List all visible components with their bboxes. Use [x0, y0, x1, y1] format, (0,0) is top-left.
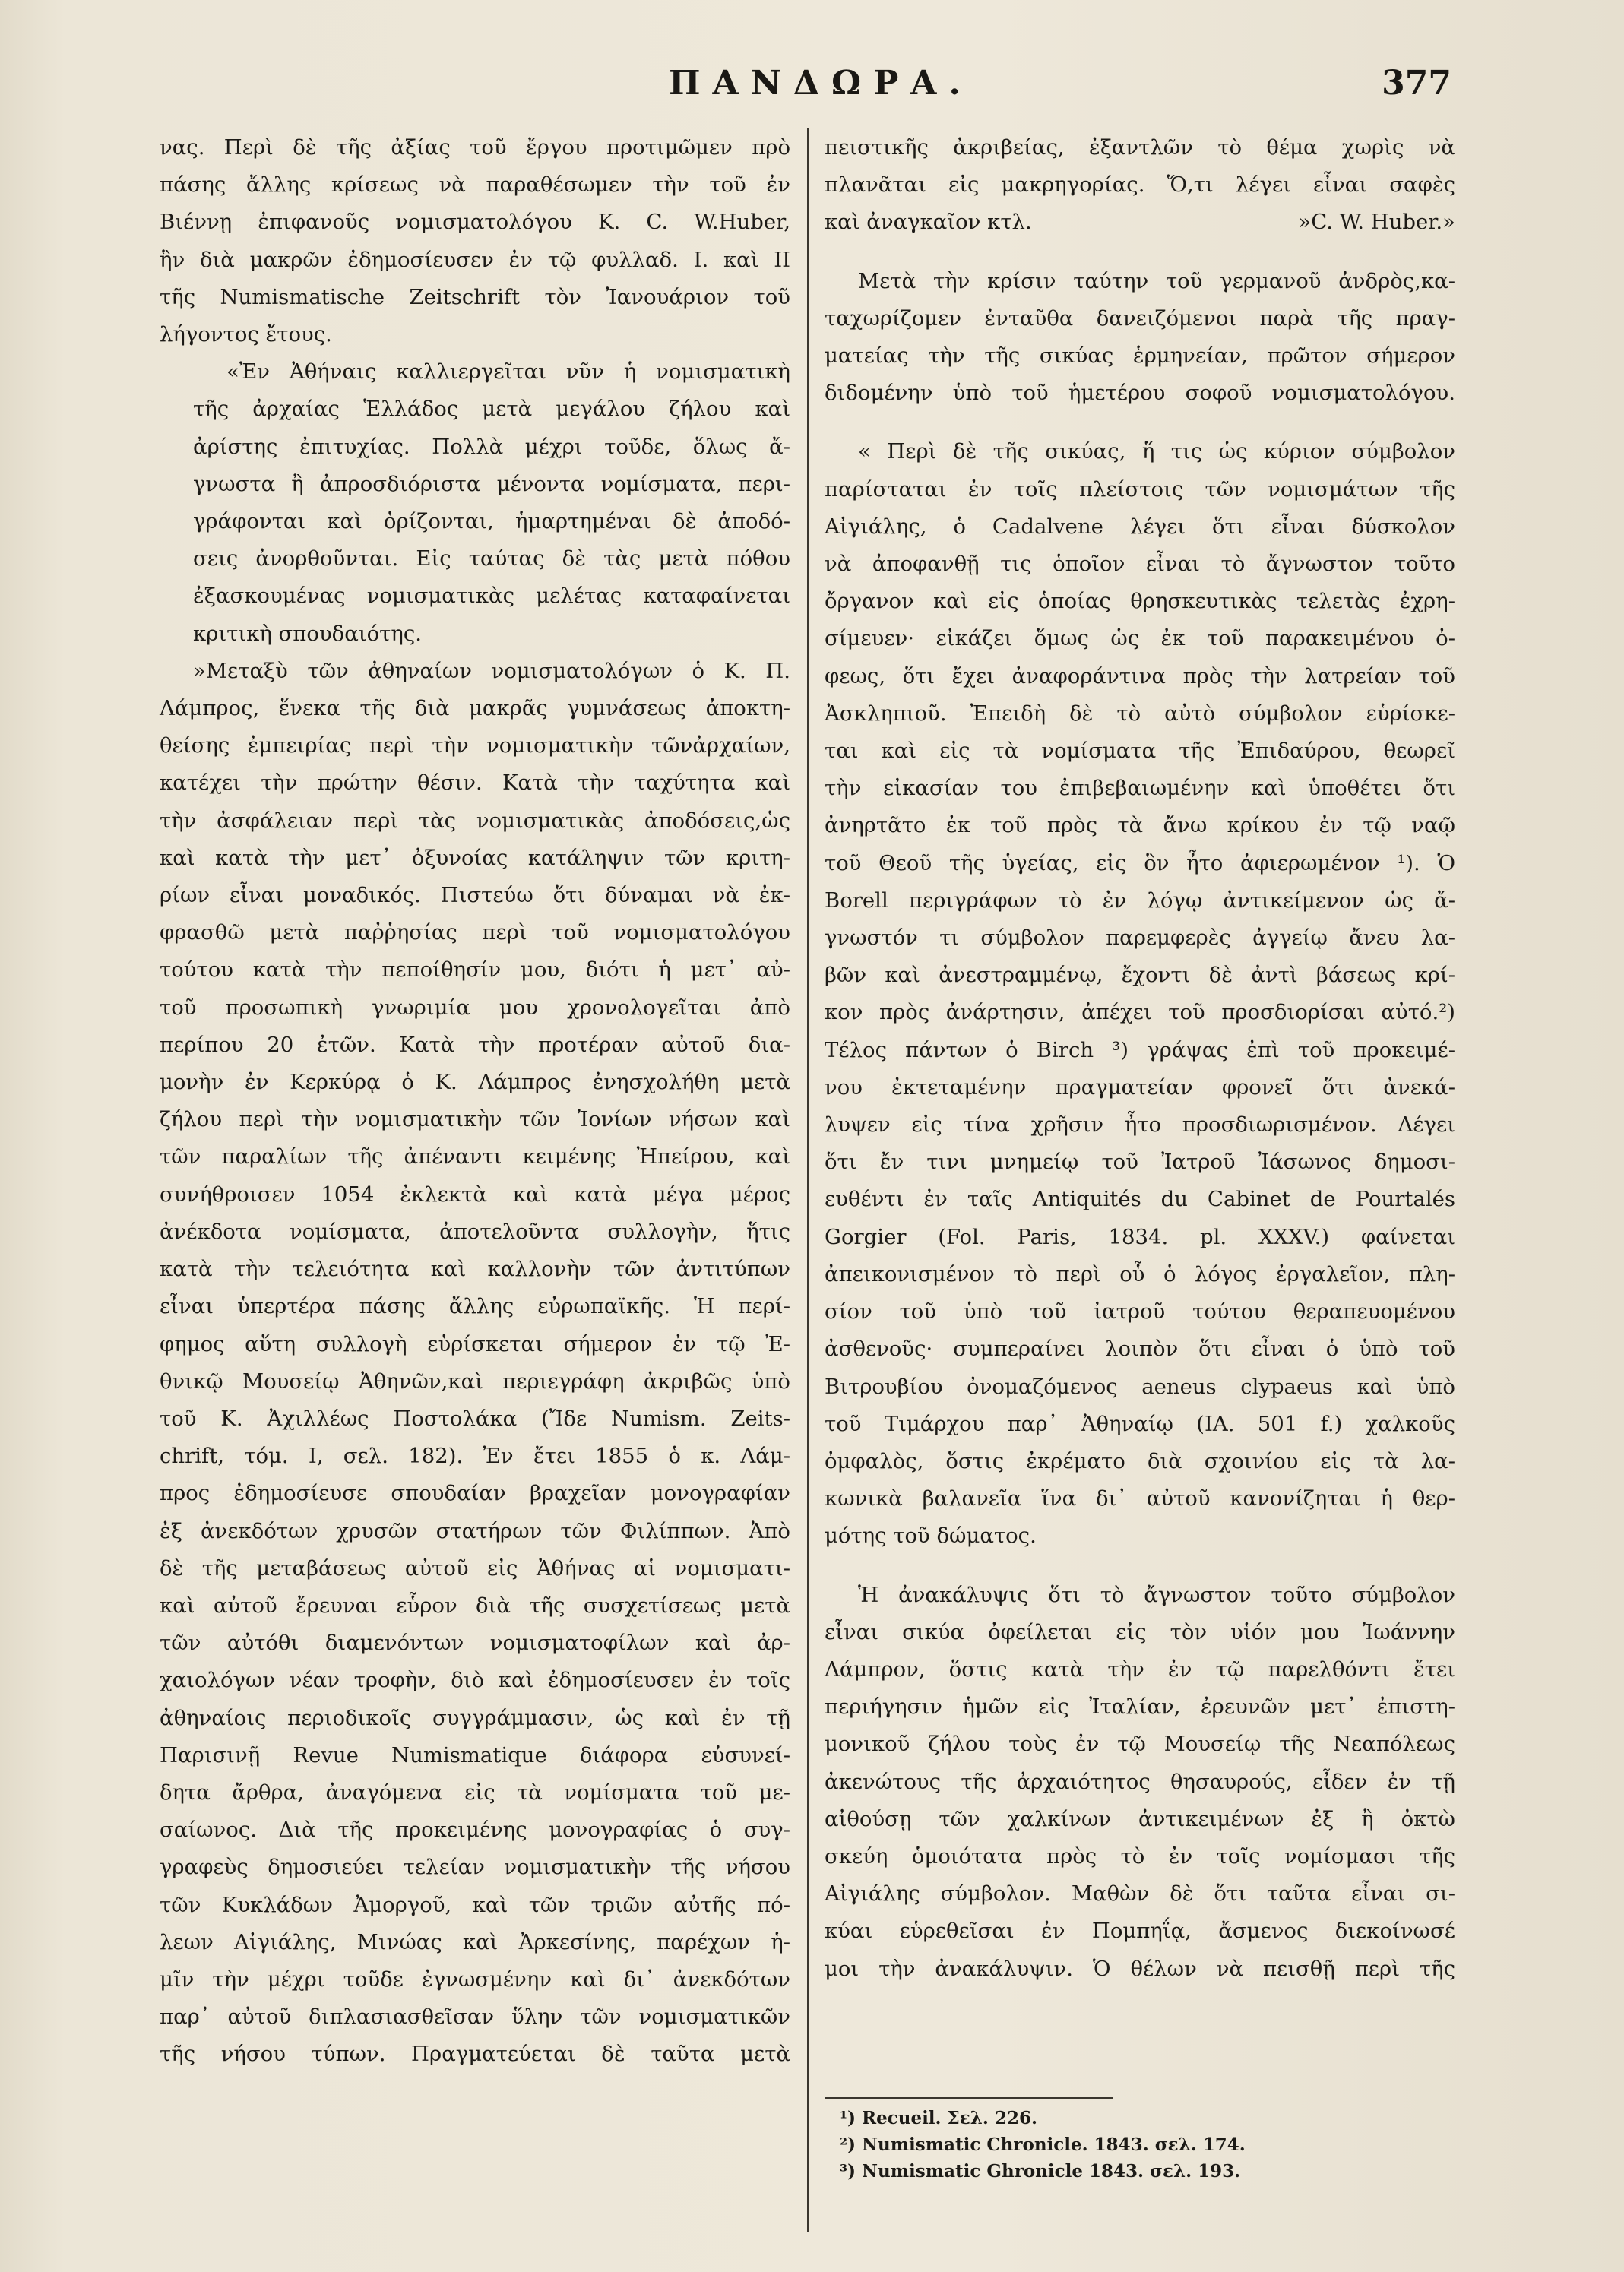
text-line: ρίων εἶναι μοναδικός. Πιστεύω ὅτι δύναμαι νὰ ἐκ- [160, 883, 790, 908]
text-line: κωνικὰ βαλανεῖα ἵνα δι᾽ αὐτοῦ κανονίζηται ἡ θερ- [825, 1486, 1455, 1511]
text-line: νου ἐκτεταμένην πραγματείαν φρονεῖ ὅτι ἀνεκά- [825, 1074, 1455, 1100]
text-line: ἀνέκδοτα νομίσματα, ἀποτελοῦντα συλλογὴν, ἥτις [160, 1219, 790, 1244]
text-line: πάσης ἄλλης κρίσεως νὰ παραθέσωμεν τὴν τοῦ ἐν [160, 172, 790, 198]
text-line: εἶναι σικύα ὀφείλεται εἰς τὸν υἱόν μου Ἰωάννην [825, 1619, 1455, 1644]
text-line: ὅτι ἔν τινι μνημείῳ τοῦ Ἰατροῦ Ἰάσωνος δημοσι- [825, 1150, 1455, 1175]
text-line: κατέχει τὴν πρώτην θέσιν. Κατὰ τὴν ταχύτητα καὶ [160, 771, 790, 796]
text-line: λυψεν εἰς τίνα χρῆσιν ἦτο προσδιωρισμένον. Λέγει [825, 1112, 1455, 1138]
text-line: ταχωρίζομεν ἐνταῦθα δανειζόμενοι παρὰ τῆς πραγ- [825, 305, 1455, 331]
text-line: τῆς νήσου τύπων. Πραγματεύεται δὲ ταῦτα μετὰ [160, 2042, 790, 2067]
text-line: chrift, τόμ. I, σελ. 182). Ἐν ἔτει 1855 ὁ κ. Λάμ- [160, 1444, 790, 1469]
text-line: Borell περιγράφων τὸ ἐν λόγῳ ἀντικείμενον ὡς ἄ- [825, 888, 1455, 913]
text-line: πειστικῆς ἀκριβείας, ἐξαντλῶν τὸ θέμα χωρὶς νὰ [825, 135, 1455, 160]
text-line: τῆς ἀρχαίας Ἑλλάδος μετὰ μεγάλου ζήλου καὶ [193, 397, 790, 422]
column-divider [807, 128, 809, 2232]
text-line: θείσης ἐμπειρίας περὶ τὴν νομισματικὴν τῶνἀρχαίων, [160, 733, 790, 758]
text-line: μονὴν ἐν Κερκύρᾳ ὁ Κ. Λάμπρος ἐνησχολήθη μετὰ [160, 1070, 790, 1095]
text-line: « Περὶ δὲ τῆς σικύας, ἥ τις ὡς κύριον σύμβολον [858, 439, 1455, 464]
text-line: δὲ τῆς μεταβάσεως αὐτοῦ εἰς Ἀθήνας αἱ νομισματι- [160, 1555, 790, 1581]
text-line: ἀκενώτους τῆς ἀρχαιότητος θησαυρούς, εἶδεν ἐν τῇ [825, 1769, 1455, 1794]
text-line: καὶ κατὰ τὴν μετ᾽ ὀξυνοίας κατάληψιν τῶν κριτη- [160, 845, 790, 870]
text-line: τῶν Κυκλάδων Ἀμοργοῦ, καὶ τῶν τριῶν αὐτῆς πό- [160, 1892, 790, 1917]
text-line: ται καὶ εἰς τὰ νομίσματα τῆς Ἐπιδαύρου, θεωρεῖ [825, 739, 1455, 764]
text-line: Λάμπρος, ἕνεκα τῆς διὰ μακρᾶς γυμνάσεως ἀποκτη- [160, 696, 790, 721]
text-line: Βιτρουβίου ὀνομαζόμενος aeneus clypaeus καὶ ὑπὸ [825, 1374, 1455, 1399]
text-line: τοῦ Θεοῦ τῆς ὑγείας, εἰς ὃν ἦτο ἀφιερωμένον ¹). Ὁ [825, 850, 1455, 875]
text-line: «Ἐν Ἀθήναις καλλιεργεῖται νῦν ἡ νομισματικὴ [226, 359, 790, 384]
text-line: Τέλος πάντων ὁ Birch ³) γράψας ἐπὶ τοῦ προκειμέ- [825, 1037, 1455, 1062]
text-line: Αἰγιάλης, ὁ Cadalvene λέγει ὅτι εἶναι δύσκολον [825, 514, 1455, 539]
text-line: κριτικὴ σπουδαιότης. [193, 621, 422, 646]
text-line: ἐξασκουμένας νομισματικὰς μελέτας καταφαίνεται [193, 584, 790, 609]
text-line: σαίωνος. Διὰ τῆς προκειμένης μονογραφίας ὁ συγ- [160, 1818, 790, 1843]
footnote: ²) Numismatic Chronicle. 1843. σελ. 174. [840, 2134, 1246, 2155]
paragraph [825, 263, 1455, 413]
text-line: νας. Περὶ δὲ τῆς ἀξίας τοῦ ἔργου προτιμῶμεν πρὸ [160, 135, 790, 160]
text-line: μοι τὴν ἀνακάλυψιν. Ὁ θέλων νὰ πεισθῇ περὶ τῆς [825, 1956, 1455, 1981]
text-line: τῶν παραλίων τῆς ἀπέναντι κειμένης Ἠπείρου, καὶ [160, 1144, 790, 1169]
text-line: φημος αὕτη συλλογὴ εὑρίσκεται σήμερον ἐν τῷ Ἐ- [160, 1331, 790, 1356]
paragraph [825, 1577, 1455, 1988]
text-line: ζήλου περὶ τὴν νομισματικὴν τῶν Ἰονίων νήσων καὶ [160, 1107, 790, 1132]
text-line: ευθέντι ἐν ταῖς Antiquités du Cabinet de Pourtalés [825, 1187, 1455, 1212]
text-line: σίμευεν· εἰκάζει ὅμως ὡς ἐκ τοῦ παρακειμένου ὀ- [825, 626, 1455, 651]
text-line: λεων Αἰγιάλης, Μινώας καὶ Ἀρκεσίνης, παρέχων ἡ- [160, 1929, 790, 1954]
text-line: βῶν καὶ ἀνεστραμμένῳ, ἔχοντι δὲ ἀντὶ βάσεως κρί- [825, 963, 1455, 988]
text-line: γράφονται καὶ ὁρίζονται, ἡμαρτημέναι δὲ ἀποδό- [193, 509, 790, 534]
text-line: Λάμπρον, ὅστις κατὰ τὴν ἐν τῷ παρελθόντι ἔτει [825, 1657, 1455, 1682]
text-line: συνήθροισεν 1054 ἐκλεκτὰ καὶ κατὰ μέγα μέρος [160, 1182, 790, 1207]
text-line: προς ἐδημοσίευσε σπουδαίαν βραχεῖαν μονογραφίαν [160, 1481, 790, 1506]
text-line: καὶ αὐτοῦ ἔρευναι εὗρον διὰ τῆς συσχετίσεως μετὰ [160, 1593, 790, 1618]
paragraph [160, 353, 790, 653]
text-line: σίον τοῦ ὑπὸ τοῦ ἰατροῦ τούτου θεραπευομένου [825, 1299, 1455, 1324]
text-line: τῶν αὐτόθι διαμενόντων νομισματοφίλων καὶ ἀρ- [160, 1631, 790, 1656]
text-line: Ἡ ἀνακάλυψις ὅτι τὸ ἄγνωστον τοῦτο σύμβολον [858, 1582, 1455, 1607]
text-line: μότης τοῦ δώματος. [825, 1524, 1037, 1549]
journal-title: ΠΑΝΔΩΡΑ. [669, 64, 973, 103]
text-line: κον πρὸς ἀνάρτησιν, ἀπέχει τοῦ προσδιορίσαι αὐτό.²) [825, 1000, 1455, 1025]
text-line: κύαι εὑρεθεῖσαι ἐν Πομπηΐᾳ, ἄσμενος διεκοίνωσέ [825, 1919, 1455, 1944]
text-line: ἀρίστης ἐπιτυχίας. Πολλὰ μέχρι τοῦδε, ὅλως ἄ- [193, 434, 790, 459]
text-line: τοῦ προσωπικὴ γνωριμία μου χρονολογεῖται ἀπὸ [160, 995, 790, 1020]
text-line: μονικοῦ ζήλου τοὺς ἐν τῷ Μουσείῳ τῆς Νεαπόλεως [825, 1732, 1455, 1757]
paragraph [160, 653, 790, 2074]
text-line: Μετὰ τὴν κρίσιν ταύτην τοῦ γερμανοῦ ἀνδρὸς,κα- [858, 268, 1455, 293]
paragraph [825, 129, 1455, 242]
paragraph [825, 433, 1455, 1555]
text-line: Ἀσκληπιοῦ. Ἐπειδὴ δὲ τὸ αὐτὸ σύμβολον εὑρίσκε- [825, 701, 1455, 726]
text-line: »Μεταξὺ τῶν ἀθηναίων νομισματολόγων ὁ Κ. Π. [193, 658, 790, 683]
text-line: τοῦ Τιμάρχου παρ᾽ Ἀθηναίῳ (ΙΑ. 501 f.) χαλκοῦς [825, 1411, 1455, 1436]
text-line: σκεύη ὁμοιότατα πρὸς τὸ ἐν τοῖς νομίσμασι τῆς [825, 1843, 1455, 1869]
text-line: γραφεὺς δημοσιεύει τελείαν νομισματικὴν τῆς νήσου [160, 1855, 790, 1880]
text-line: ἀνηρτᾶτο ἐκ τοῦ πρὸς τὰ ἄνω κρίκου ἐν τῷ ναῷ [825, 813, 1455, 838]
text-line: διδομένην ὑπὸ τοῦ ἡμετέρου σοφοῦ νομισματολόγου. [825, 381, 1455, 406]
text-line: φεως, ὅτι ἔχει ἀναφοράντινα πρὸς τὴν λατρείαν τοῦ [825, 663, 1455, 688]
text-line: λήγοντος ἔτους. [160, 322, 332, 347]
text-line: παρίσταται ἐν τοῖς πλείστοις τῶν νομισμάτων τῆς [825, 476, 1455, 502]
text-line: σεις ἀνορθοῦνται. Εἰς ταύτας δὲ τὰς μετὰ πόθου [193, 546, 790, 571]
text-line: ἣν διὰ μακρῶν ἐδημοσίευσεν ἐν τῷ φυλλαδ. I. καὶ II [160, 247, 790, 272]
footnotes [840, 2105, 1448, 2185]
text-line: αἰθούσῃ τῶν χαλκίνων ἀντικειμένων ἐξ ἢ ὀκτὼ [825, 1806, 1455, 1831]
text-line: ὀμφαλὸς, ὅστις ἐκρέματο διὰ σχοινίου εἰς τὰ λα- [825, 1448, 1455, 1473]
text-line: τῆς Numismatische Zeitschrift τὸν Ἰανουάριον τοῦ [160, 284, 790, 309]
left-column [160, 129, 790, 2074]
text-line: δητα ἄρθρα, ἀναγόμενα εἰς τὰ νομίσματα τοῦ με- [160, 1780, 790, 1805]
text-line: τὴν ἀσφάλειαν περὶ τὰς νομισματικὰς ἀποδόσεις,ὡς [160, 808, 790, 833]
page-number: 377 [1382, 64, 1451, 103]
text-line: εἶναι ὑπερτέρα πάσης ἄλλης εὐρωπαϊκῆς. Ἡ περί- [160, 1294, 790, 1319]
text-line: Παρισινῇ Revue Numismatique διάφορα εὐσυνεί- [160, 1742, 790, 1767]
text-line: πλανᾶται εἰς μακρηγορίας. Ὅ,τι λέγει εἶναι σαφὲς [825, 172, 1455, 198]
text-line: περιήγησιν ἡμῶν εἰς Ἰταλίαν, ἐρευνῶν μετ᾽ ἐπιστη- [825, 1695, 1455, 1720]
text-line: Αἰγιάλης σύμβολον. Μαθὼν δὲ ὅτι ταῦτα εἶναι σι- [825, 1881, 1455, 1907]
text-line: τοῦ Κ. Ἀχιλλέως Ποστολάκα (Ἴδε Numism. Zeits- [160, 1406, 790, 1431]
footnote-rule [825, 2097, 1113, 2099]
text-line: ἀπεικονισμένον τὸ περὶ οὗ ὁ λόγος ἐργαλεῖον, πλη- [825, 1261, 1455, 1286]
paragraph [160, 129, 790, 353]
text-line [825, 204, 1455, 241]
right-column [825, 129, 1455, 1988]
text-line: τὴν εἰκασίαν του ἐπιβεβαιωμένην καὶ ὑποθέτει ὅτι [825, 776, 1455, 801]
text-line: τούτου κατὰ τὴν πεποίθησίν μου, διότι ἡ μετ᾽ αὐ- [160, 957, 790, 983]
text-line: ὄργανον καὶ εἰς ὁποίας θρησκευτικὰς τελετὰς ἐχρη- [825, 589, 1455, 614]
text-line: ἐξ ἀνεκδότων χρυσῶν στατήρων τῶν Φιλίππων. Ἀπὸ [160, 1518, 790, 1543]
text-line: νὰ ἀποφανθῇ τις ὁποῖον εἶναι τὸ ἄγνωστον τοῦτο [825, 552, 1455, 577]
text-line: γνωστα ἢ ἀπροσδιόριστα μένοντα νομίσματα, περι- [193, 471, 790, 496]
footnote: ³) Numismatic Ghronicle 1843. σελ. 193. [840, 2161, 1241, 2182]
text-line: κατὰ τὴν τελειότητα καὶ καλλονὴν τῶν ἀντιτύπων [160, 1257, 790, 1282]
text-line: φρασθῶ μετὰ παῤῥησίας περὶ τοῦ νομισματολόγου [160, 920, 790, 945]
text-fragment: καὶ ἀναγκαῖον κτλ. [825, 210, 1032, 235]
text-line: περίπου 20 ἐτῶν. Κατὰ τὴν προτέραν αὐτοῦ δια- [160, 1032, 790, 1057]
text-line: γνωστόν τι σύμβολον παρεμφερὲς ἀγγείῳ ἄνευ λα- [825, 926, 1455, 951]
text-line: χαιολόγων νέαν τροφὴν, διὸ καὶ ἐδημοσίευσεν ἐν τοῖς [160, 1668, 790, 1693]
text-line: Βιέννῃ ἐπιφανοῦς νομισματολόγου K. C. W.Huber, [160, 210, 790, 235]
text-line: παρ᾽ αὐτοῦ διπλασιασθεῖσαν ὕλην τῶν νομισματικῶν [160, 2005, 790, 2030]
text-line: ἀθηναίοις περιοδικοῖς συγγράμμασιν, ὡς καὶ ἐν τῇ [160, 1705, 790, 1730]
footnote: ¹) Recueil. Σελ. 226. [840, 2108, 1037, 2128]
running-head [152, 64, 1451, 117]
text-line: θνικῷ Μουσείῳ Ἀθηνῶν,καὶ περιεγράφη ἀκριβῶς ὑπὸ [160, 1369, 790, 1394]
text-line: ματείας τὴν τῆς σικύας ἑρμηνείαν, πρῶτον σήμερον [825, 343, 1455, 369]
text-line: Gorgier (Fol. Paris, 1834. pl. XXXV.) φαίνεται [825, 1224, 1455, 1249]
text-line: μῖν τὴν μέχρι τοῦδε ἐγνωσμένην καὶ δι᾽ ἀνεκδότων [160, 1967, 790, 1992]
signature: »C. W. Huber.» [1298, 210, 1455, 235]
text-line: ἀσθενοῦς· συμπεραίνει λοιπὸν ὅτι εἶναι ὁ ὑπὸ τοῦ [825, 1337, 1455, 1362]
